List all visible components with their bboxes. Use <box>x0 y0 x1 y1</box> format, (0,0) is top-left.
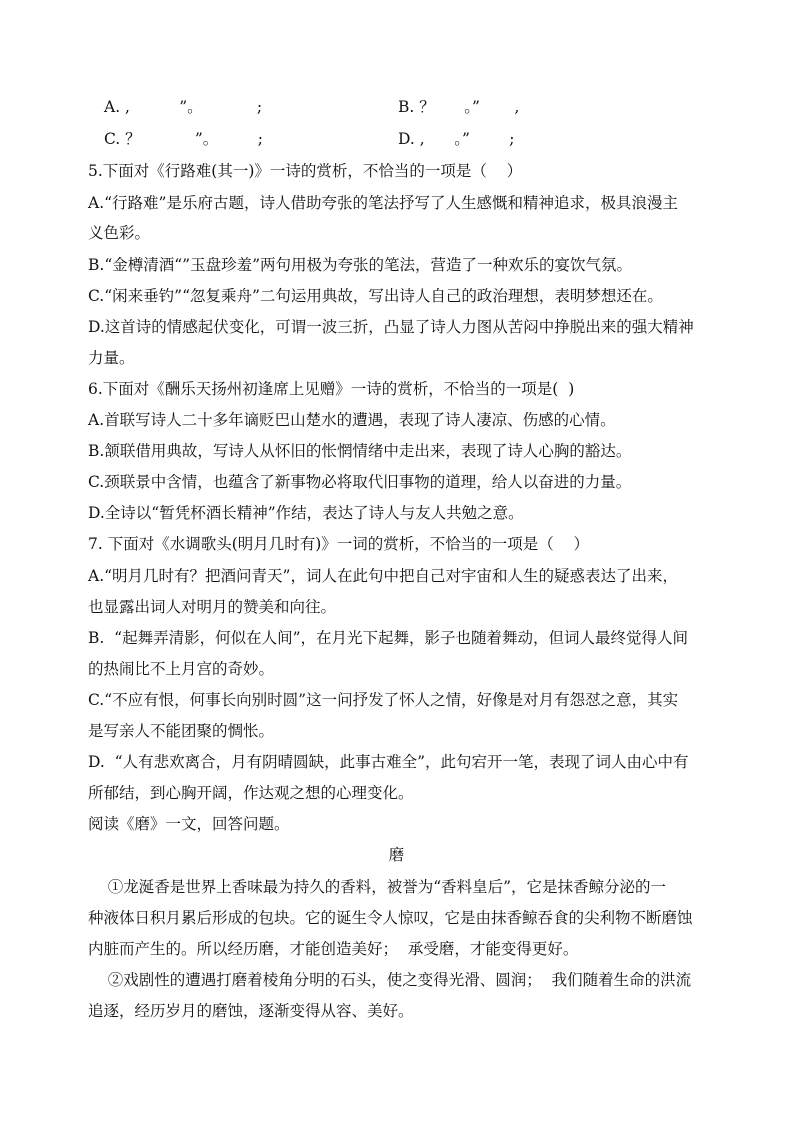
question-7-option-b: B. “起舞弄清影，何似在人间”，在月光下起舞，影子也随着舞动，但词人最终觉得人间 <box>88 629 689 647</box>
question-7-option-b-cont: 的热闹比不上月宫的奇妙。 <box>88 660 275 678</box>
option-b-row1: B. ？ 。” , <box>398 98 520 116</box>
question-7-option-d-cont: 所郁结，到心胸开阔，作达观之想的心理变化。 <box>88 784 414 802</box>
question-7-option-a: A.“明月几时有？把酒问青天”，词人在此句中把自己对宇宙和人生的疑惑表达了出来， <box>88 567 678 585</box>
question-7-option-a-cont: 也显露出词人对明月的赞美和向往。 <box>88 598 337 616</box>
passage-paragraph-1-line-3: 内脏而产生的。所以经历磨，才能创造美好； 承受磨，才能变得更好。 <box>88 940 579 958</box>
passage-title: 磨 <box>388 846 405 864</box>
question-6-option-d: D.全诗以“暂凭杯酒长精神”作结，表达了诗人与友人共勉之意。 <box>88 504 524 522</box>
passage-paragraph-2-line-1: ②戏剧性的遭遇打磨着棱角分明的石头，使之变得光滑、圆润； 我们随着生命的洪流 <box>88 971 692 989</box>
question-7-option-c-cont: 是写亲人不能团聚的惆怅。 <box>88 722 275 740</box>
option-d-row2: D. , 。” ; <box>398 130 515 148</box>
option-a-row1: A. , ”。 ; <box>104 98 263 116</box>
question-6-stem: 6.下面对《酬乐天扬州初逢席上见赠》一诗的赏析，不恰当的一项是( ) <box>88 380 575 398</box>
question-5-option-a-cont: 义色彩。 <box>88 224 151 242</box>
passage-paragraph-2-line-2: 追逐，经历岁月的磨蚀，逐渐变得从容、美好。 <box>88 1002 414 1020</box>
option-c-row2: C. ？ ”。 ; <box>104 130 263 148</box>
passage-paragraph-1-line-1: ①龙涎香是世界上香味最为持久的香料，被誉为“香料皇后”，它是抹香鲸分泌的一 <box>88 878 667 896</box>
question-5-option-c: C.“闲来垂钓”“忽复乘舟”二句运用典故，写出诗人自己的政治理想，表明梦想还在。 <box>88 287 663 305</box>
question-5-option-d: D.这首诗的情感起伏变化，可谓一波三折，凸显了诗人力图从苦闷中挣脱出来的强大精神 <box>88 318 694 336</box>
question-6-option-a: A.首联写诗人二十多年谪贬巴山楚水的遭遇，表现了诗人凄凉、伤感的心情。 <box>88 411 616 429</box>
reading-intro: 阅读《磨》一文，回答问题。 <box>88 815 290 833</box>
question-5-option-a: A.“行路难”是乐府古题，诗人借助夸张的笔法抒写了人生感慨和精神追求，极具浪漫主 <box>88 194 678 212</box>
question-5-option-b: B.“金樽清酒“”玉盘珍羞”两句用极为夸张的笔法，营造了一种欢乐的宴饮气氛。 <box>88 256 633 274</box>
question-6-option-c: C.颈联景中含情，也蕴含了新事物必将取代旧事物的道理，给人以奋进的力量。 <box>88 473 632 491</box>
question-7-stem: 7. 下面对《水调歌头(明月几时有)》一词的赏析，不恰当的一项是（ ） <box>88 535 590 553</box>
question-6-option-b: B.颔联借用典故，写诗人从怀旧的怅惘情绪中走出来，表现了诗人心胸的豁达。 <box>88 442 632 460</box>
question-7-option-c: C.“不应有恨，何事长向别时圆”这一问抒发了怀人之情，好像是对月有怨怼之意，其实 <box>88 691 679 709</box>
question-5-stem: 5.下面对《行路难(其一)》一诗的赏析，不恰当的一项是（ ） <box>88 162 523 180</box>
question-7-option-d: D. “人有悲欢离合，月有阴晴圆缺，此事古难全”，此句宕开一笔，表现了词人由心中有 <box>88 753 689 771</box>
passage-paragraph-1-line-2: 种液体日积月累后形成的包块。它的诞生令人惊叹，它是由抹香鲸吞食的尖利物不断磨蚀 <box>88 909 693 927</box>
question-5-option-d-cont: 力量。 <box>88 349 135 367</box>
